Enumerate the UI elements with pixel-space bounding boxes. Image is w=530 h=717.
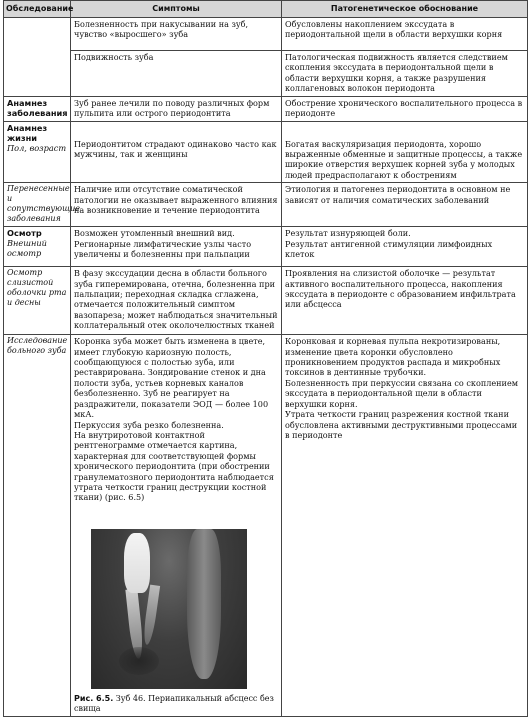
row8-symptom-para1: Коронка зуба может быть изменена в цвете, имеет глубокую кариозную полость, сообщающуюся с полостью зуба, или реставрирована. Зондирование стенок и дна полости зуба, устьев корневых каналов безболезненно. Зуб не реагирует на раздражители, показатели ЭОД — более 100 мкА. [74,336,269,420]
row3-examination: Анамнез заболевания [4,96,71,121]
table-row [4,227,528,267]
row6-symptom [71,227,282,267]
row8-rationale-para3: Утрата четкости границ разрежения костной ткани обусловлена активными деструктивными процессами в периодонте [285,409,518,440]
row6-subsection: Внешний осмотр [7,238,47,259]
row4-symptom-text: Периодонтитом страдают одинаково часто как мужчины, так и женщины [74,138,277,160]
row7-symptom: В фазу экссудации десна в области больного зуба гиперемирована, отечна, болезненна при пальпации; переходная складка сглажена, отмечается положительный симптом вазопареза; может наблюдаться значительный коллатеральный отек околочелюстных тканей [71,267,282,335]
row8-symptom-para3: На внутриротовой контактной рентгенограмме отмечается картина, характерная для соответствующей формы хронического периодонтита (при обострении гранулематозного периодонтита наблюдается утрата четкости границ деструкции костной ткани) (рис. 6.5) [74,429,274,503]
row3-symptom: Зуб ранее лечили по поводу различных форм пульпита или острого периодонтита [71,96,282,121]
row6-symptom-line1: Возможен утомленный внешний вид. [74,228,235,239]
exam-table [3,0,528,717]
row8-symptom-para2: Перкуссия зуба резко болезненна. [74,419,224,430]
row6-examination [4,227,71,267]
row8-symptom [71,335,282,717]
row4-rationale [282,121,528,183]
figure-caption-label: Рис. 6.5. [74,693,114,703]
table-row [4,335,528,717]
row4-rationale-text: Богатая васкуляризация периодонта, хорошо выраженные обменные и защитные процессы, а также широкие отверстия верхушек корней зуба у молодых людей предрасполагают к обострениям [285,138,523,180]
restored-crown-shape [124,533,150,593]
periapical-lesion-shape [119,647,159,675]
header-rationale: Патогенетическое обоснование [282,1,528,18]
table-row [4,18,528,51]
figure-caption [74,694,278,714]
page [3,0,527,713]
row5-symptom: Наличие или отсутствие соматической патологии не оказывает выраженного влияния на возникновение и течение периодонтита [71,183,282,227]
row8-examination: Исследование больного зуба [4,335,71,717]
row3-rationale: Обострение хронического воспалительного процесса в периодонте [282,96,528,121]
row7-examination: Осмотр слизистой оболочки рта и десны [4,267,71,335]
row6-symptom-line2: Регионарные лимфатические узлы часто увеличены и болезненны при пальпации [74,238,252,260]
row8-rationale [282,335,528,717]
row2-symptom: Подвижность зуба [71,51,282,97]
distal-root-shape [142,584,160,645]
row4-symptom [71,121,282,183]
row6-rationale-line2: Результат антигенной стимуляции лимфоидных клеток [285,238,493,260]
row4-examination [4,121,71,183]
row6-rationale [282,227,528,267]
header-examination: Обследование [4,1,71,18]
table-row [4,51,528,97]
figure-caption-text: Зуб 46. Периапикальный абсцесс без свища [74,693,274,713]
row1-rationale: Обусловлены накоплением экссудата в периодонтальной щели в области верхушки корня [282,18,528,51]
row6-rationale-line1: Результат изнуряющей боли. [285,228,411,239]
row4-subsection: Пол, возраст [7,142,67,153]
table-header-row [4,1,528,18]
row8-rationale-para1: Коронковая и корневая пульпа некротизированы, изменение цвета коронки обусловлено проникновением продуктов распада и микробных токсинов в дентинные трубочки. [285,336,501,378]
row4-section-title: Анамнез жизни [7,122,48,143]
table-row [4,267,528,335]
row5-rationale: Этиология и патогенез периодонтита в основном не зависят от наличия соматических заболеваний [282,183,528,227]
row8-rationale-para2: Болезненность при перкуссии связана со скоплением экссудата в периодонтальной щели в области верхушки корня. [285,377,519,409]
row7-rationale: Проявления на слизистой оболочке — результат активного воспалительного процесса, накопления экссудата в периодонте с образованием инфильтрата или абсцесса [282,267,528,335]
periapical-abscess-xray-image [91,529,247,689]
row1-examination [4,18,71,97]
row2-rationale: Патологическая подвижность является следствием скопления экссудата в периодонтальной щели в области верхушки корня, а также разрушения коллагеновых волокон периодонта [282,51,528,97]
header-symptoms: Симптомы [71,1,282,18]
table-row [4,121,528,183]
row6-section-title: Осмотр [7,228,42,239]
row5-examination: Перенесенные и сопутствующие заболевания [4,183,71,227]
table-row [4,183,528,227]
row1-symptom: Болезненность при накусывании на зуб, чувство «выросшего» зуба [71,18,282,51]
table-row [4,96,528,121]
adjacent-tooth-shape [187,529,221,679]
